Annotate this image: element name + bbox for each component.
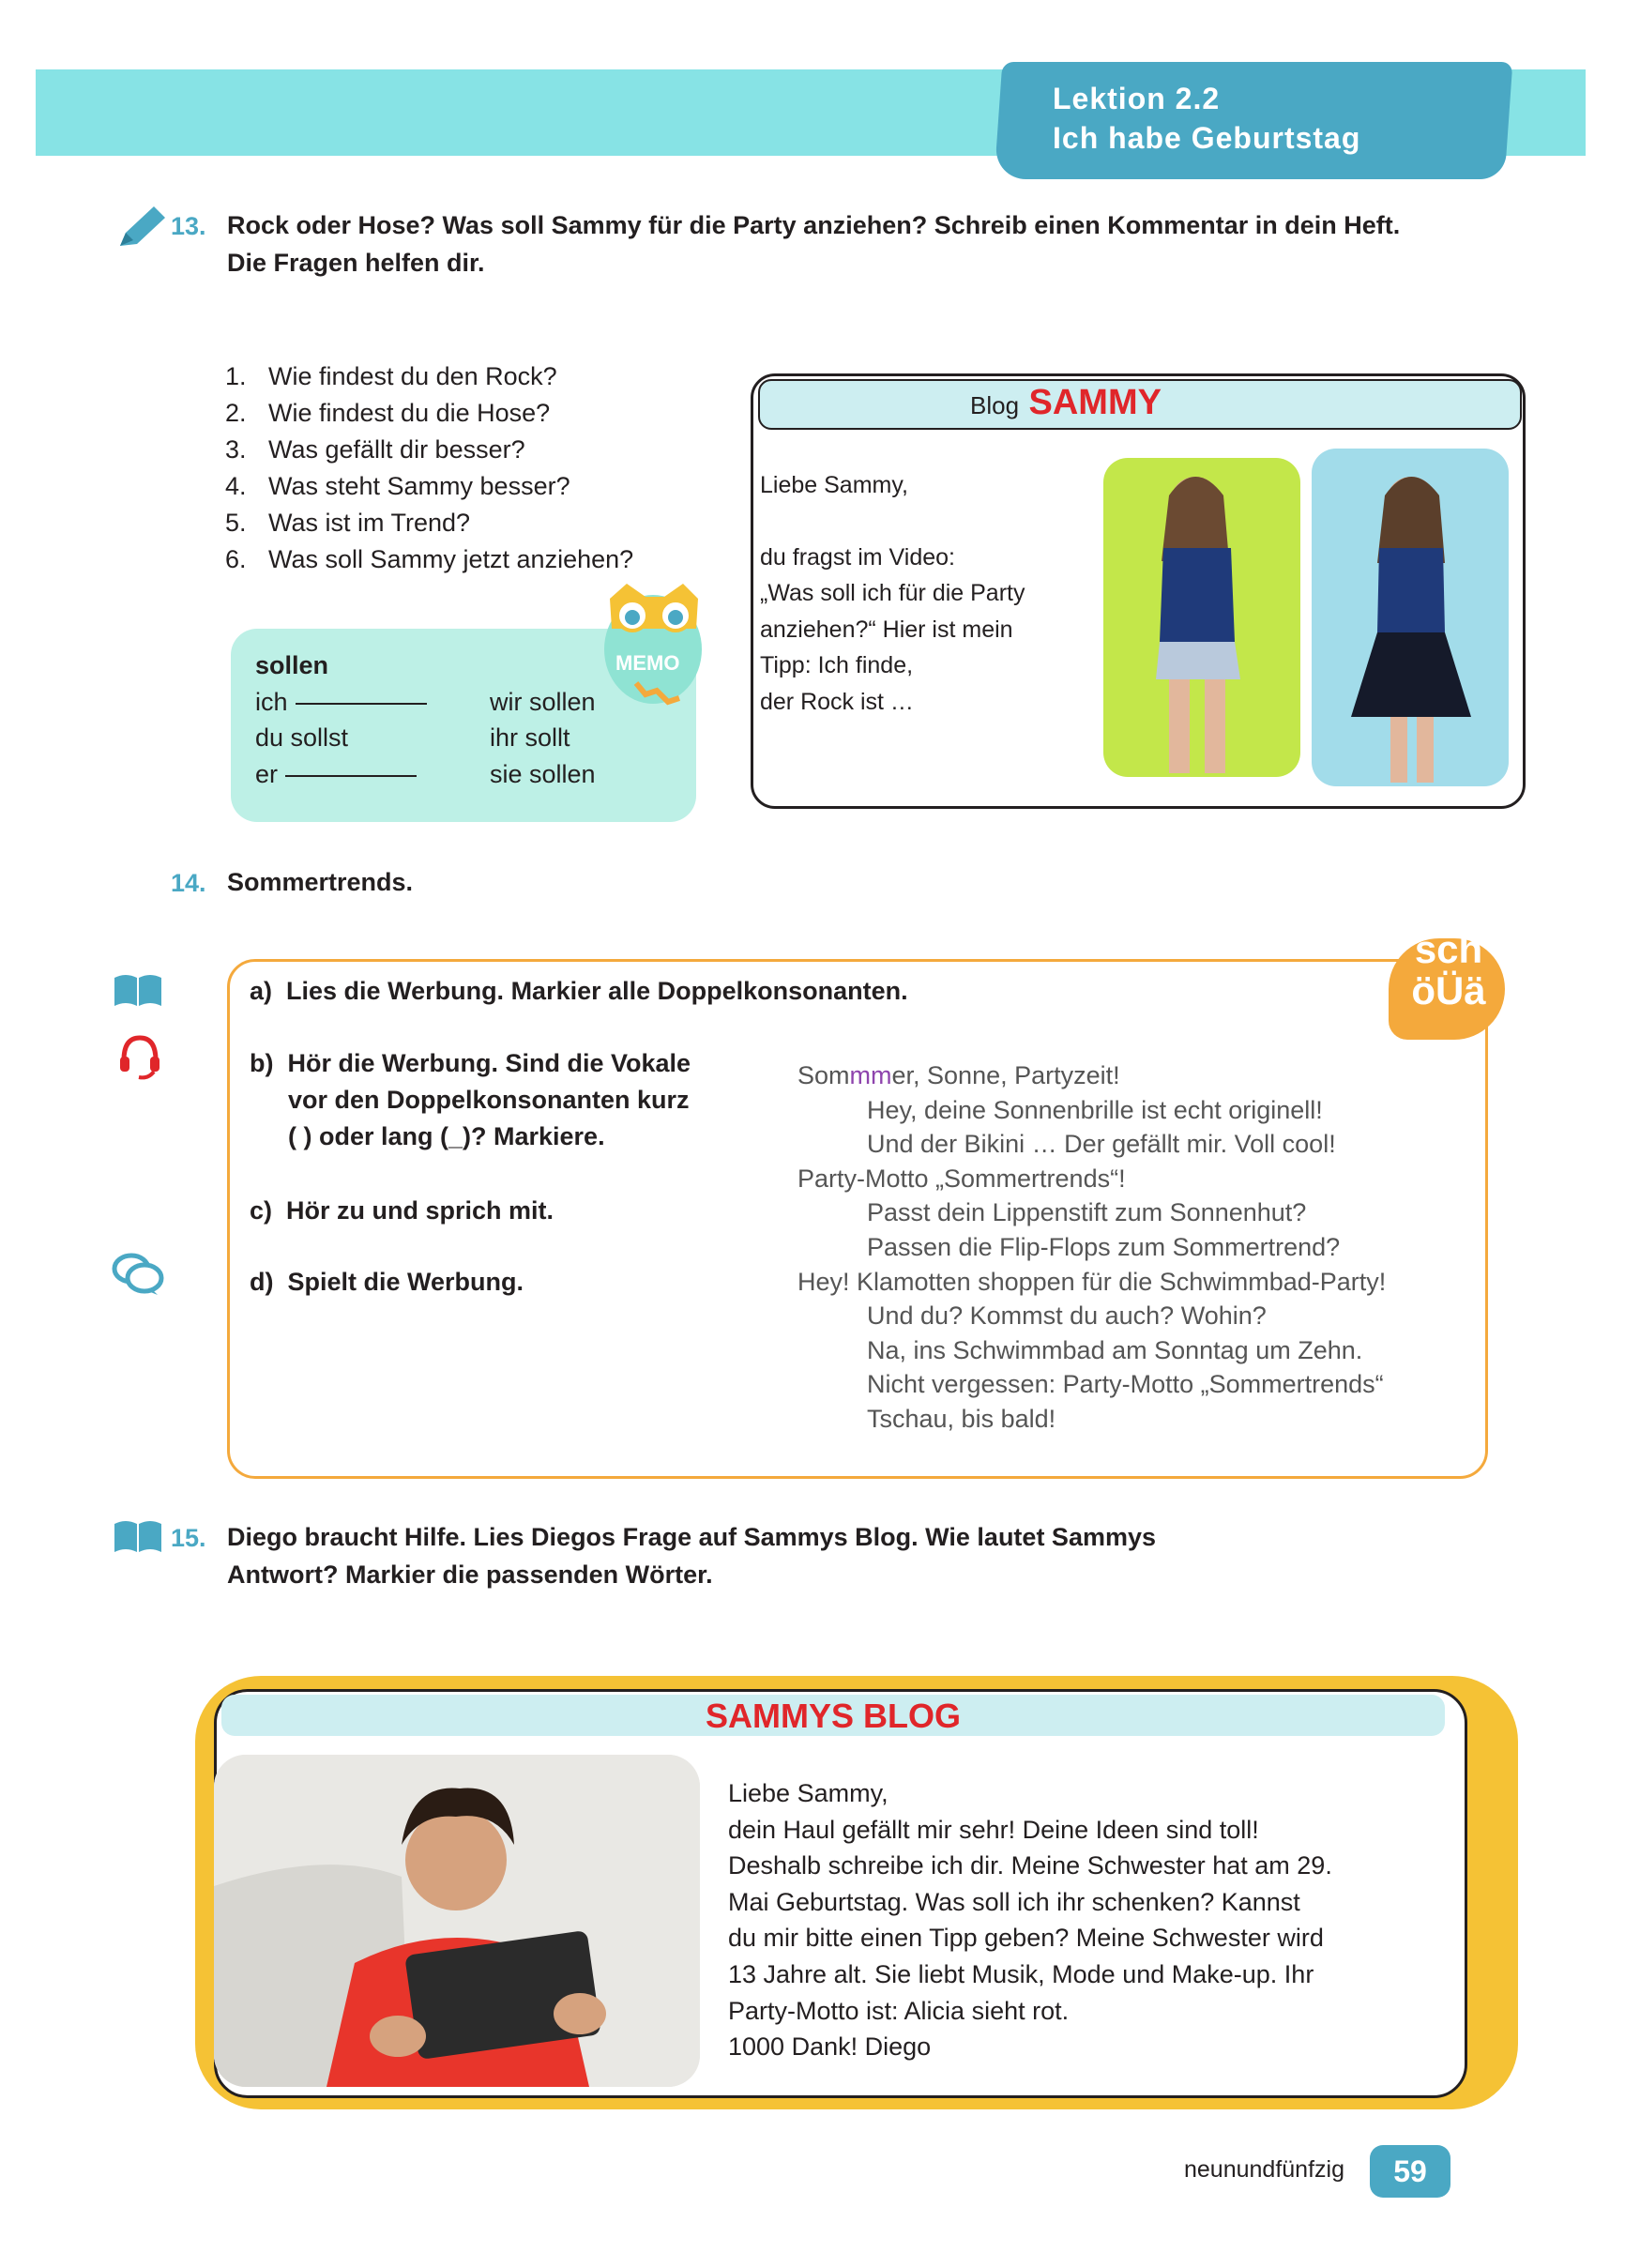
- ad-line: Passt dein Lippenstift zum Sonnenhut?: [867, 1198, 1307, 1227]
- list-item: 3. Was gefällt dir besser?: [225, 435, 525, 464]
- task13-instruction-2: Die Fragen helfen dir.: [227, 249, 485, 277]
- speech-bubbles-icon: [111, 1250, 165, 1297]
- list-item: 1. Wie findest du den Rock?: [225, 362, 557, 390]
- task14-d: d) Spielt die Werbung.: [250, 1268, 524, 1296]
- pencil-icon: [116, 205, 169, 250]
- lesson-title: Ich habe Geburtstag: [1053, 121, 1361, 155]
- fill-blank[interactable]: [285, 774, 417, 777]
- memo-row-sie: sie sollen: [490, 760, 596, 788]
- task14-title: Sommertrends.: [227, 868, 414, 896]
- task14-a: a) Lies die Werbung. Markier alle Doppelkonsonanten.: [250, 977, 908, 1005]
- page-number: 59: [1370, 2145, 1450, 2198]
- task15-instruction-1: Diego braucht Hilfe. Lies Diegos Frage auf Sammys Blog. Wie lautet Sammys: [227, 1523, 1157, 1551]
- memo-row-ihr: ihr sollt: [490, 723, 570, 752]
- task14-b: b) Hör die Werbung. Sind die Vokale vor den Doppelkonsonanten kurz ( ) oder lang (_)? Markiere.: [250, 1049, 691, 1150]
- pronunciation-badge-text: sch öÜä: [1411, 927, 1486, 1012]
- advertisement-text: [797, 1058, 1386, 1437]
- list-item: 2. Wie findest du die Hose?: [225, 399, 551, 427]
- memo-row-ich: ich: [255, 684, 427, 721]
- photo-outfit-skirt: [1312, 449, 1509, 786]
- ad-line: Tschau, bis bald!: [867, 1404, 1056, 1433]
- task14-c: c) Hör zu und sprich mit.: [250, 1196, 554, 1225]
- ad-line: Nicht vergessen: Party-Motto „Sommertrends“: [867, 1370, 1384, 1399]
- ad-line: Party-Motto „Sommertrends“!: [797, 1164, 1126, 1193]
- ad-line: Passen die Flip-Flops zum Sommertrend?: [867, 1232, 1341, 1261]
- memo-row-er: er: [255, 756, 417, 793]
- diego-message: Liebe Sammy, dein Haul gefällt mir sehr! Deine Ideen sind toll! Deshalb schreibe ich dir. Meine Schwester hat am 29. Mai Geburtstag. Was soll ich ihr schenken? Kannst du mir bitte einen Tipp geben? Meine Schwester wird 13 Jahre alt. Sie liebt Musik, Mode und Make-up. Ihr Party-Motto ist: Alicia sieht rot. 1000 Dank! Diego: [728, 1779, 1332, 2062]
- photo-outfit-skirt-shorts: [1103, 458, 1300, 777]
- list-item: 6. Was soll Sammy jetzt anziehen?: [225, 545, 634, 573]
- memo-heading: sollen: [255, 651, 329, 679]
- ad-line: Und du? Kommst du auch? Wohin?: [867, 1301, 1267, 1331]
- ad-line: Und der Bikini … Der gefällt mir. Voll cool!: [867, 1130, 1336, 1159]
- lesson-heading: [1053, 79, 1360, 158]
- owl-icon: [589, 578, 707, 719]
- task15-instruction-2: Antwort? Markier die passenden Wörter.: [227, 1560, 713, 1589]
- blog-title: Blog SAMMY: [970, 383, 1162, 422]
- ad-line: Hey! Klamotten shoppen für die Schwimmbad-Party!: [797, 1267, 1387, 1296]
- blog-text: Liebe Sammy, du fragst im Video: „Was soll ich für die Party anziehen?“ Hier ist mein Tipp: Ich finde, der Rock ist …: [760, 472, 1025, 715]
- task15-number: 15.: [171, 1524, 206, 1552]
- memo-row-wir: wir sollen: [490, 688, 596, 716]
- sammys-blog-title: SAMMYS BLOG: [705, 1697, 961, 1735]
- photo-diego: [214, 1755, 700, 2087]
- question-list: [225, 358, 633, 578]
- list-item: 4. Was steht Sammy besser?: [225, 472, 570, 500]
- book-icon: [111, 1516, 165, 1554]
- task13-instruction-1: Rock oder Hose? Was soll Sammy für die Party anziehen? Schreib einen Kommentar in dein Heft.: [227, 211, 1401, 239]
- task13-number: 13.: [171, 212, 206, 240]
- book-icon: [111, 970, 165, 1008]
- memo-row-du: du sollst: [255, 723, 349, 752]
- ad-line: Sommmer, Sonne, Partyzeit!: [797, 1061, 1120, 1089]
- memo-badge: MEMO: [615, 651, 680, 675]
- page-number-word: neunundfünfzig: [1184, 2156, 1344, 2183]
- task14-number: 14.: [171, 869, 206, 897]
- ad-line: Hey, deine Sonnenbrille ist echt originell!: [867, 1095, 1323, 1124]
- list-item: 5. Was ist im Trend?: [225, 509, 471, 537]
- headphones-icon: [116, 1032, 163, 1081]
- ad-line: Na, ins Schwimmbad am Sonntag um Zehn.: [867, 1335, 1363, 1364]
- lesson-number: Lektion 2.2: [1053, 82, 1221, 115]
- fill-blank[interactable]: [296, 702, 427, 705]
